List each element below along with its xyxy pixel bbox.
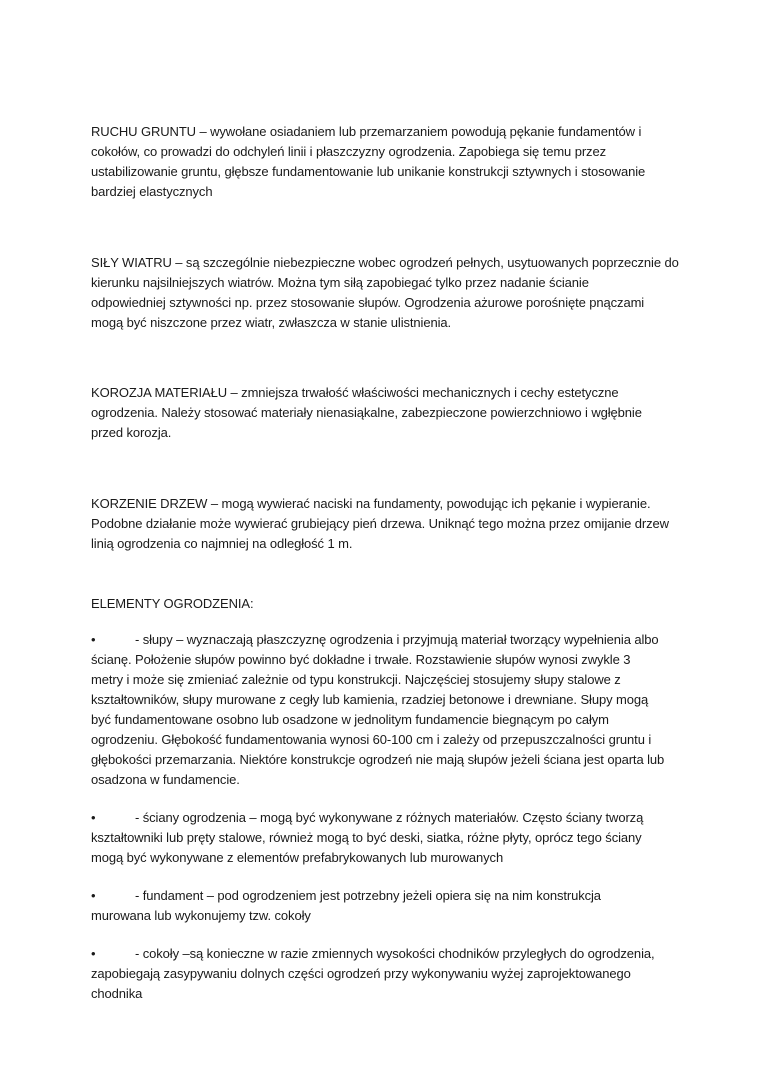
paragraph-korozja-materialu [91,383,681,443]
bullet-icon: • [91,632,96,647]
text-line: kształtowniki lub pręty stalowe, również mogą to być deski, siatka, różne płyty, oprócz tego ściany [91,830,642,845]
bullet-icon: • [91,946,96,961]
text-line: Podobne działanie może wywierać grubiejący pień drzewa. Uniknąć tego można przez omijanie drzew [91,516,669,531]
text-line: metry i może się zmieniać zależnie od typu konstrukcji. Najczęściej stosujemy słupy stalowe z [91,672,621,687]
paragraph-sily-wiatru [91,253,681,333]
text-line [91,886,681,906]
text-line: cokołów, co prowadzi do odchyleń linii i płaszczyzny ogrodzenia. Zapobiega się temu przez [91,144,606,159]
paragraph-ruchu-gruntu [91,122,681,202]
text-line: przed korozja. [91,425,172,440]
text-line: mogą być niszczone przez wiatr, zwłaszcza w stanie ulistnienia. [91,315,452,330]
text-line: KORZENIE DRZEW – mogą wywierać naciski na fundamenty, powodując ich pękanie i wypieranie. [91,496,651,511]
list-item-slupy [91,630,681,790]
text-line: zapobiegają zasypywaniu dolnych części ogrodzeń przy wykonywaniu wyżej zaprojektowanego [91,966,631,981]
text-line: osadzona w fundamencie. [91,772,240,787]
text-line: murowana lub wykonujemy tzw. cokoły [91,908,311,923]
document-body [91,122,681,1022]
text-line: ustabilizowanie gruntu, głębsze fundamentowanie lub unikanie konstrukcji sztywnych i stosowanie [91,164,646,179]
bullet-icon: • [91,810,96,825]
text-line: odpowiedniej sztywności np. przez stosowanie słupów. Ogrodzenia ażurowe porośnięte pnączami [91,295,645,310]
text-line: linią ogrodzenia co najmniej na odległość 1 m. [91,536,353,551]
list-text: - ściany ogrodzenia – mogą być wykonywane z różnych materiałów. Często ściany tworzą [135,810,644,825]
text-line: głębokości przemarzania. Niektóre konstrukcje ogrodzeń nie mają słupów jeżeli ściana jest oparta lub [91,752,665,767]
list-item-sciany [91,808,681,868]
list-item-cokoly [91,944,681,1004]
text-line: RUCHU GRUNTU – wywołane osiadaniem lub przemarzaniem powodują pękanie fundamentów i [91,124,642,139]
text-line: ogrodzenia. Należy stosować materiały nienasiąkalne, zabezpieczone powierzchniowo i wgłębnie [91,405,642,420]
text-line: chodnika [91,986,143,1001]
list-text: - cokoły –są konieczne w razie zmiennych wysokości chodników przyległych do ogrodzenia, [135,946,655,961]
bullet-icon: • [91,888,96,903]
text-line: bardziej elastycznych [91,184,213,199]
text-line: SIŁY WIATRU – są szczególnie niebezpieczne wobec ogrodzeń pełnych, usytuowanych poprzecznie do [91,255,679,270]
text-line: KOROZJA MATERIAŁU – zmniejsza trwałość właściwości mechanicznych i cechy estetyczne [91,385,619,400]
section-heading [91,594,681,614]
text-line: być fundamentowane osobno lub osadzone w jednolitym fundamencie biegnącym po całym [91,712,609,727]
text-line [91,630,681,650]
text-line: ścianę. Położenie słupów powinno być dokładne i trwałe. Rozstawienie słupów wynosi zwykle 3 [91,652,631,667]
list-text: - słupy – wyznaczają płaszczyznę ogrodzenia i przyjmują materiał tworzący wypełnienia albo [135,632,659,647]
heading-text: ELEMENTY OGRODZENIA: [91,596,254,611]
text-line: ogrodzeniu. Głębokość fundamentowania wynosi 60-100 cm i zależy od przepuszczalności gruntu i [91,732,652,747]
text-line: kierunku najsilniejszych wiatrów. Można tym siłą zapobiegać tylko przez nadanie ścianie [91,275,589,290]
text-line: mogą być wykonywane z elementów prefabrykowanych lub murowanych [91,850,504,865]
text-line [91,944,681,964]
text-line [91,808,681,828]
list-text: - fundament – pod ogrodzeniem jest potrzebny jeżeli opiera się na nim konstrukcja [135,888,601,903]
paragraph-korzenie-drzew [91,494,681,554]
list-item-fundament [91,886,681,926]
text-line: kształtowników, słupy murowane z cegły lub kamienia, rzadziej betonowe i drewniane. Słupy mogą [91,692,649,707]
